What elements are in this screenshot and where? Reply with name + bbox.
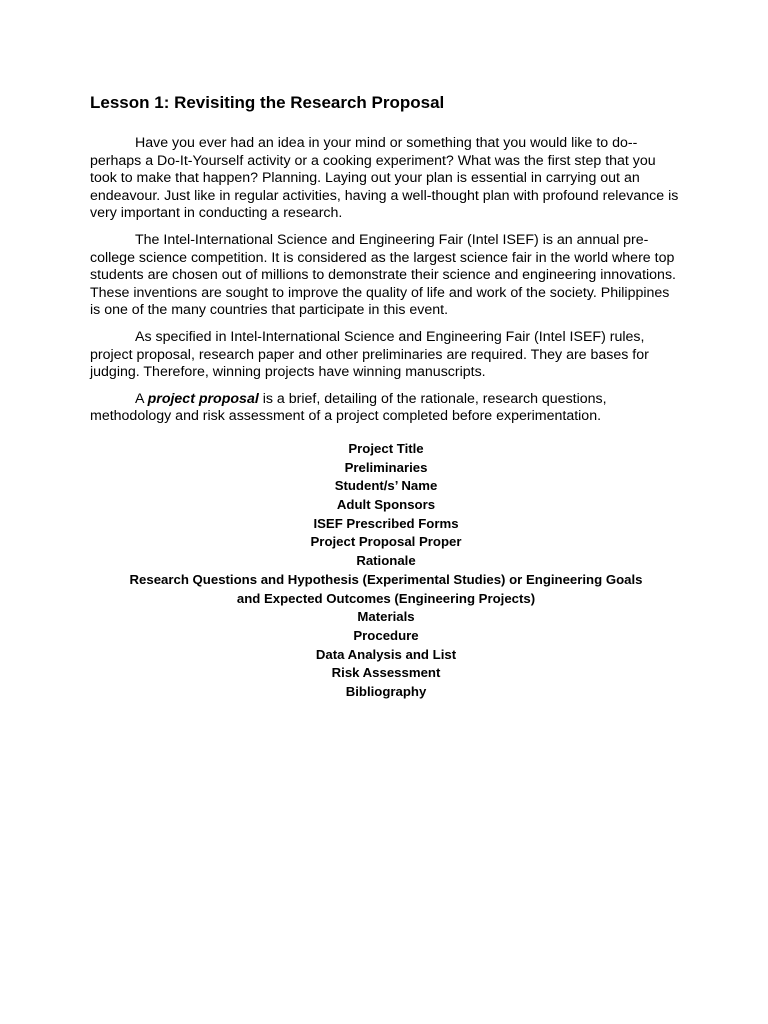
paragraph-planning: Have you ever had an idea in your mind or something that you would like to do-- perhaps a Do-It-Yourself activity or a cooking experiment? What was the first step that you took to make that happen? Planning. Laying out your plan is essential in carrying out an endeavour. Just like in regular activities, having a well-thought plan with profound relevance is very important in conducting a research.	[90, 135, 679, 222]
paragraph-project-proposal-definition	[90, 391, 682, 426]
outline-item-data-analysis: Data Analysis and List	[315, 646, 457, 662]
paragraph-isef-rules: As specified in Intel-International Science and Engineering Fair (Intel ISEF) rules, project proposal, research paper and other preliminaries are required. They are bases for judging. Therefore, winning projects have winning manuscripts.	[90, 328, 649, 381]
outline-item-procedure: Procedure	[353, 627, 419, 643]
outline-item-materials: Materials	[357, 609, 415, 625]
outline-item-expected-outcomes: and Expected Outcomes (Engineering Projects)	[236, 590, 536, 606]
outline-item-proposal-proper: Project Proposal Proper	[310, 534, 462, 550]
lesson-title: Lesson 1: Revisiting the Research Proposal	[90, 93, 445, 112]
document-page	[90, 92, 682, 702]
definition-text: is a brief, detailing of the rationale, research questions, methodology and risk assessment of a project completed before experimentation.	[90, 390, 607, 425]
definition-term: project proposal	[147, 390, 259, 407]
paragraph-intel-isef: The Intel-International Science and Engineering Fair (Intel ISEF) is an annual pre-college science competition. It is considered as the largest science fair in the world where top students are chosen out of millions to demonstrate their science and engineering innovations. These inventions are sought to improve the quality of life and work of the society. Philippines is one of the many countries that participate in this event.	[90, 231, 676, 319]
outline-item-preliminaries: Preliminaries	[344, 459, 428, 475]
outline-item-isef-forms: ISEF Prescribed Forms	[313, 515, 459, 531]
outline-item-student-name: Student/s’ Name	[334, 478, 438, 494]
outline-item-bibliography: Bibliography	[345, 684, 427, 700]
outline-item-risk-assessment: Risk Assessment	[331, 665, 441, 681]
definition-prefix: A	[135, 390, 148, 407]
proposal-outline	[90, 440, 682, 702]
outline-item-adult-sponsors: Adult Sponsors	[336, 497, 436, 513]
outline-item-research-questions: Research Questions and Hypothesis (Experimental Studies) or Engineering Goals	[129, 571, 643, 587]
outline-item-rationale: Rationale	[356, 553, 416, 569]
outline-item-project-title: Project Title	[348, 440, 424, 456]
